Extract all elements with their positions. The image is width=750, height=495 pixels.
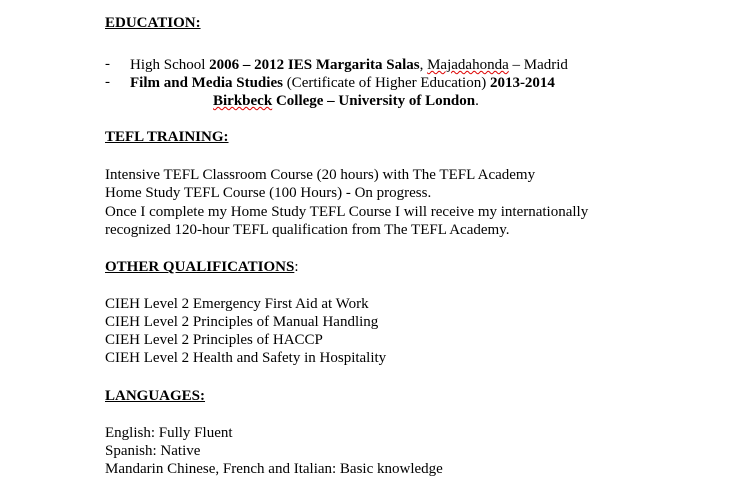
tefl-heading: TEFL TRAINING: <box>105 129 229 145</box>
text: (Certificate of Higher Education) <box>282 75 490 91</box>
text-bold: Film and Media Studies <box>130 75 283 91</box>
education-heading: EDUCATION: <box>105 15 201 31</box>
languages-heading: LANGUAGES: <box>105 388 206 404</box>
qualification-line: CIEH Level 2 Principles of HACCP <box>105 332 323 348</box>
tefl-line: Intensive TEFL Classroom Course (20 hours) with The TEFL Academy <box>105 167 536 183</box>
bullet-dash: - <box>105 56 110 72</box>
text: High School <box>130 57 210 73</box>
qualification-line: CIEH Level 2 Emergency First Aid at Work <box>105 296 369 312</box>
text-spellcheck: Birkbeck <box>213 93 273 109</box>
text: , <box>419 57 428 73</box>
tefl-line: recognized 120-hour TEFL qualification from The TEFL Academy. <box>105 222 510 238</box>
qualification-line: CIEH Level 2 Health and Safety in Hospitality <box>105 350 387 366</box>
language-line: English: Fully Fluent <box>105 425 233 441</box>
bullet-dash: - <box>105 74 110 90</box>
qualification-line: CIEH Level 2 Principles of Manual Handling <box>105 314 379 330</box>
tefl-line: Home Study TEFL Course (100 Hours) - On progress. <box>105 185 432 201</box>
heading-text: OTHER QUALIFICATIONS <box>105 259 295 275</box>
text-bold: 2013-2014 <box>489 75 555 91</box>
text: – Madrid <box>508 57 568 73</box>
heading-colon: : <box>294 259 299 275</box>
education-item-film-college <box>213 92 479 110</box>
education-item-film <box>130 74 555 92</box>
text-bold: College – University of London <box>272 93 476 109</box>
language-line: Mandarin Chinese, French and Italian: Basic knowledge <box>105 461 443 477</box>
text-spellcheck: Majadahonda <box>427 57 509 73</box>
text-bold: 2006 – 2012 IES Margarita Salas <box>209 57 420 73</box>
text: . <box>475 93 479 109</box>
education-item-high-school <box>130 56 568 74</box>
tefl-line: Once I complete my Home Study TEFL Course I will receive my internationally <box>105 204 589 220</box>
other-qualifications-heading <box>105 258 299 276</box>
language-line: Spanish: Native <box>105 443 201 459</box>
